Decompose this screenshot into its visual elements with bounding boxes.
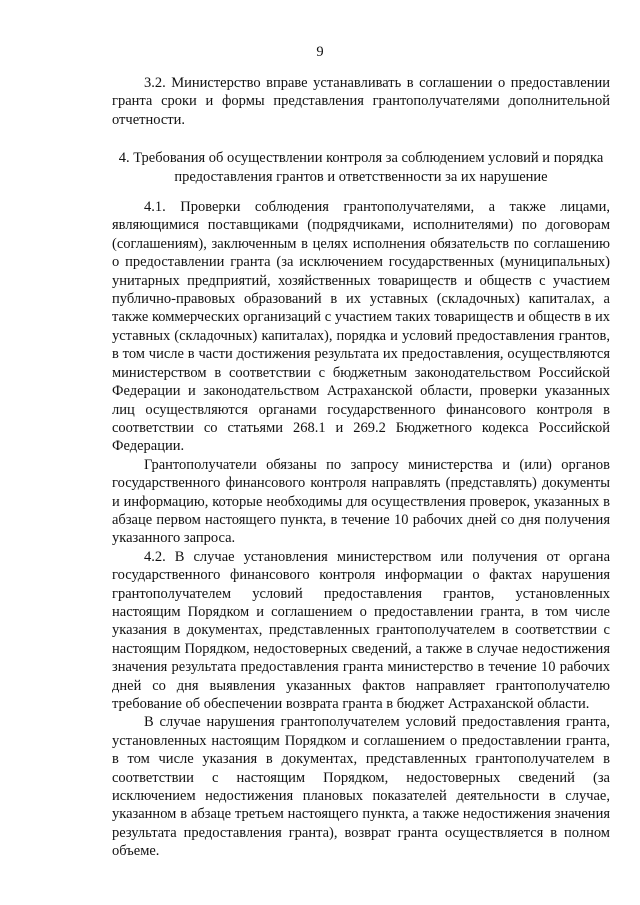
paragraph-4-1-second: Грантополучатели обязаны по запросу министерства и (или) органов государственного финансового контроля направлять (представлять) документы и информацию, которые необходимы для осуществления проверок, указанных в абзаце первом настоящего пункта, в течение 10 рабочих дней со дня получения указанного запроса.	[112, 456, 610, 547]
paragraph-4-1: 4.1. Проверки соблюдения грантополучателями, а также лицами, являющимися поставщиками (подрядчиками, исполнителями) по договорам (соглашениям), заключенным в целях исполнения обязательств по соглашению о предоставлении гранта (за исключением государственных (муниципальных) унитарных предприятий, хозяйственных товариществ и обществ с участием публично-правовых образований в их уставных (складочных) капиталах, а также коммерческих организаций с участием таких товариществ и обществ в их уставных (складочных) капиталах), порядка и условий предоставления грантов, в том числе в части достижения результата их предоставления, осуществляются министерством в соответствии с бюджетным законодательством Российской Федерации и законодательством Астраханской области, проверки указанных лиц осуществляются органами государственного финансового контроля в соответствии со статьями 268.1 и 269.2 Бюджетного кодекса Российской Федерации.	[112, 199, 610, 455]
paragraph-4-2-second: В случае нарушения грантополучателем условий предоставления гранта, установленных настоящим Порядком и соглашением о предоставлении гранта, в том числе указания в документах, представленных грантополучателем в соответствии с настоящим Порядком, недостоверных сведений (за исключением недостижения плановых показателей деятельности в случае, указанном в абзаце третьем настоящего пункта, а также недостижения значения результата предоставления гранта), возврат гранта осуществляется в полном объеме.	[112, 714, 610, 860]
paragraph-4-2: 4.2. В случае установления министерством или получения от органа государственного финансового контроля информации о фактах нарушения грантополучателем условий предоставления грантов, установленных настоящим Порядком и соглашением о предоставлении гранта, в том числе указания в документах, представленных грантополучателем в соответствии с настоящим Порядком, недостоверных сведений, а также в случае недостижения значения результата предоставления гранта министерство в течение 10 рабочих дней со дня выявления указанных фактов направляет грантополучателю требование об обеспечении возврата гранта в бюджет Астраханской области.	[112, 548, 610, 712]
document-body	[112, 74, 610, 861]
paragraph-3-2: 3.2. Министерство вправе устанавливать в соглашении о предоставлении гранта сроки и формы представления грантополучателями дополнительной отчетности.	[112, 75, 610, 128]
page-number: 9	[316, 44, 324, 60]
section-heading-4: 4. Требования об осуществлении контроля за соблюдением условий и порядка предоставления грантов и ответственности за их нарушение	[118, 150, 604, 185]
